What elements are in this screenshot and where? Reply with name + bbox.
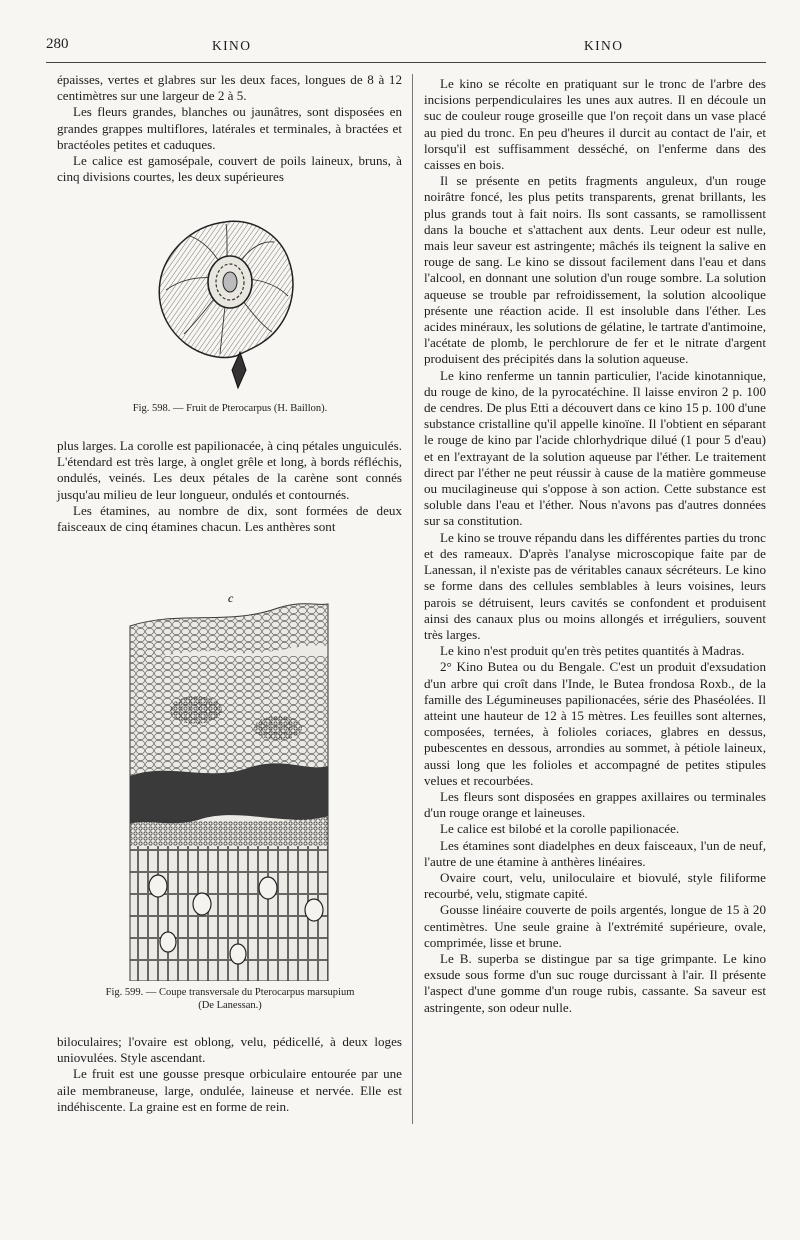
page-number: 280 xyxy=(46,36,69,52)
paragraph: biloculaires; l'ovaire est oblong, velu, pédicellé, à deux loges uniovulées. Style ascendant. xyxy=(57,1034,402,1066)
paragraph: Le calice est bilobé et la corolle papilionacée. xyxy=(440,821,680,837)
running-head-left: KINO xyxy=(212,38,252,53)
left-column-middle xyxy=(57,438,402,535)
paragraph: 2° Kino Butea ou du Bengale. C'est un produit d'exsudation d'un arbre qui croît dans l'Inde, le Butea frondosa Roxb., de la famille des Légumineuses papilionacées, série des Phaséolées. Il atteint une hauteur de 12 à 15 mètres. Les feuilles sont alternes, composées, ternées, à folioles coriaces, glabres en dessus, pubescentes en dessous, arrondies au sommet, à pétiole laineux, aussi long que les folioles et accompagné de petites stipules velues et recourbées. xyxy=(424,659,766,788)
paragraph: Les étamines, au nombre de dix, sont formées de deux faisceaux de cinq étamines chacun. Les anthères sont xyxy=(57,502,402,535)
paragraph: Le B. superba se distingue par sa tige grimpante. Le kino exsude sous forme d'un suc rouge durcissant à l'air. Il présente l'aspect d'une gomme d'un rouge rubis, cassante. Sa saveur est astringente, son odeur nulle. xyxy=(424,950,766,1015)
paragraph: Le kino se récolte en pratiquant sur le tronc de l'arbre des incisions perpendiculaires les unes aux autres. Il en découle un suc de couleur rouge groseille que l'on reçoit dans un vase placé au pied du tronc. En peu d'heures il durcit au contact de l'air, et lorsqu'il est suffisamment desséché, on l'enferme dans des caisses en bois. xyxy=(424,76,766,173)
paragraph: Le fruit est une gousse presque orbiculaire entourée par une aile membraneuse, large, ondulée, laineuse et nervée. Elle est indéhiscente. La graine est en forme de rein. xyxy=(57,1066,402,1114)
paragraph: Ovaire court, velu, uniloculaire et biovulé, style filiforme recourbé, velu, stigmate capité. xyxy=(424,869,766,902)
figure-599-letter-c: c xyxy=(228,591,234,605)
paragraph: Le kino renferme un tannin particulier, l'acide kinotannique, du rouge de kino, de la pyrocatéchine. Il laisse environ 2 p. 100 de cendres. De plus Etti a découvert dans ce kino 15 p. 100 d'une substance cristalline qu'il appelle kinoïne. Il l'obtient en séparant le rouge de kino par l'acide chlorhydrique dilué (1 pour 5 d'eau) et en l'extrayant de la solution aqueuse par l'éther. Le traitement direct par l'éther ne peut réussir à cause de la matière gommeuse ou mucilagineuse qui s'oppose à son action. Cette substance est soluble dans l'eau et l'éther. Nous n'avons pas d'autres données sur sa constitution. xyxy=(424,367,766,529)
figure-599-caption-line1: Fig. 599. — Coupe transversale du Pterocarpus marsupium xyxy=(105,987,355,998)
paragraph: épaisses, vertes et glabres sur les deux faces, longues de 8 à 12 centimètres sur une largeur de 2 à 5. xyxy=(57,72,402,104)
figure-599-caption xyxy=(90,986,370,1012)
column-divider xyxy=(412,74,413,1124)
running-head-right: KINO xyxy=(584,38,624,53)
left-column-top xyxy=(57,72,402,185)
figure-599-caption-line2: (De Lanessan.) xyxy=(198,1000,262,1011)
paragraph: Le kino n'est produit qu'en très petites quantités à Madras. xyxy=(440,643,745,659)
figure-599-cross-section-illustration xyxy=(118,586,338,986)
paragraph: Le calice est gamosépale, couvert de poils laineux, bruns, à cinq divisions courtes, les deux supérieures xyxy=(57,153,402,185)
header-rule xyxy=(46,62,766,63)
paragraph: Les fleurs grandes, blanches ou jaunâtres, sont disposées en grandes grappes multiflores, latérales et terminales, à bractées et bractéoles petites et caduques. xyxy=(57,104,402,152)
paragraph: Les fleurs sont disposées en grappes axillaires ou terminales d'un rouge orange et laineuses. xyxy=(424,788,766,821)
left-column-bottom xyxy=(57,1034,402,1115)
paragraph: plus larges. La corolle est papilionacée, à cinq pétales unguiculés. L'étendard est très large, à onglet grêle et long, à bords réfléchis, ondulés, veinés. Les deux pétales de la carène sont connés jusqu'au milieu de leur longueur, ondulés et contournés. xyxy=(57,438,402,502)
paragraph: Gousse linéaire couverte de poils argentés, longue de 15 à 20 centimètres. Une seule graine à l'extrémité supérieure, ovale, comprimée, lisse et brune. xyxy=(424,902,766,950)
figure-598-caption: Fig. 598. — Fruit de Pterocarpus (H. Baillon). xyxy=(132,403,328,414)
paragraph: Il se présente en petits fragments anguleux, d'un rouge noirâtre foncé, les plus petits transparents, grenat brillants, les plus grands tout à fait noirs. Ils sont cassants, se ramollissent dans la bouche et s'attachent aux dents. Leur odeur est nulle, mais leur saveur est astringente; mâchés ils teignent la salive en rouge de sang. Le kino se dissout facilement dans l'eau et dans l'alcool, en donnant une solution d'un rouge sombre. La solution aqueuse se trouble par refroidissement, la solution alcoolique présente une réaction acide. Il est insoluble dans l'éther. Les acides minéraux, les solutions de gélatine, le tartrate d'antimoine, l'acétate de plomb, le perchlorure de fer et le nitrate d'argent produisent des précipités dans la solution aqueuse. xyxy=(424,173,766,367)
paragraph: Le kino se trouve répandu dans les différentes parties du tronc et des rameaux. D'après l'analyse microscopique faite par de Lanessan, il n'existe pas de véritables canaux sécréteurs. Le kino se forme dans des cellules semblables à leurs voisines, leurs parois se détruisent, leurs cavités se confondent et produisent ainsi des canaux plus ou moins allongés et irréguliers, souvent très larges. xyxy=(424,529,766,642)
right-column xyxy=(424,76,766,1016)
figure-598-fruit-illustration xyxy=(150,210,300,405)
paragraph: Les étamines sont diadelphes en deux faisceaux, l'un de neuf, l'autre de une étamine à anthères linéaires. xyxy=(424,837,766,869)
